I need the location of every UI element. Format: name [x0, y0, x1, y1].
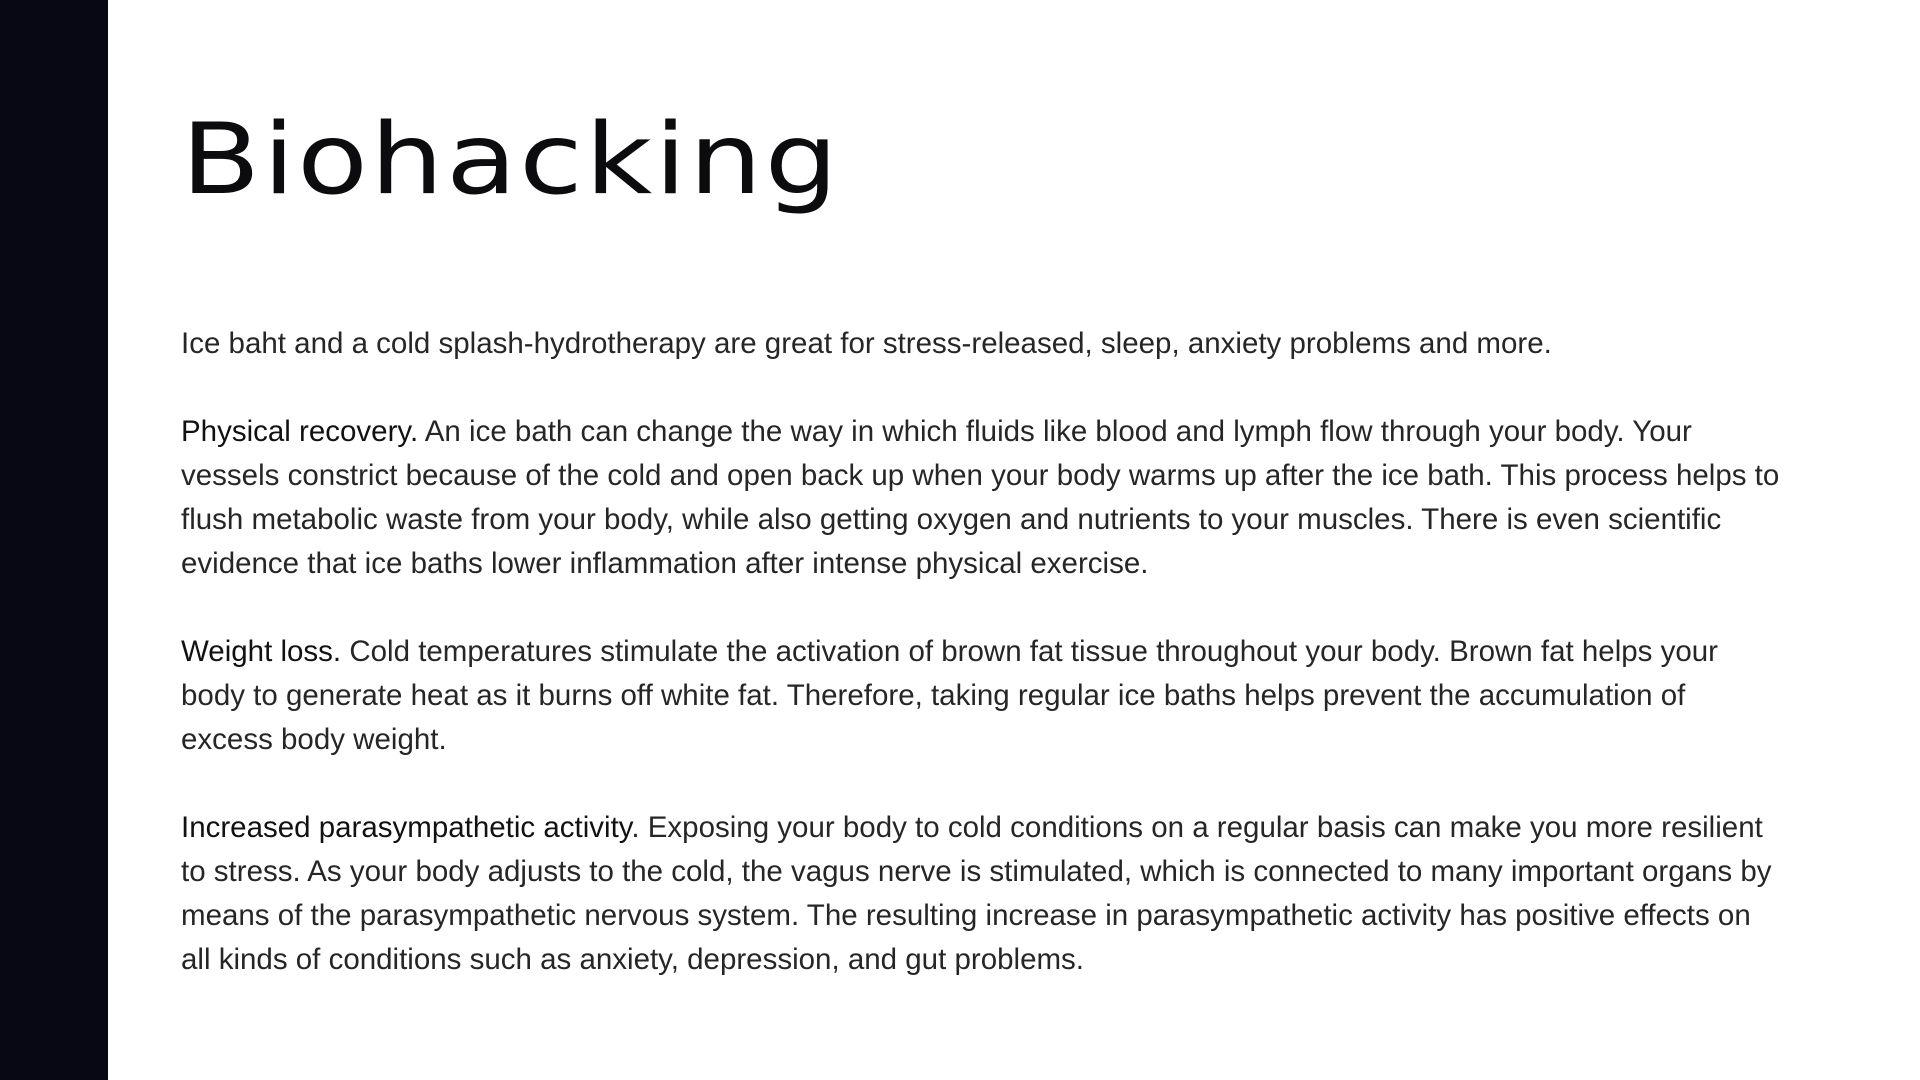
- left-accent-bar: [0, 0, 108, 1080]
- paragraph-physical-recovery: [181, 410, 1781, 586]
- paragraph-heading: Physical recovery.: [181, 415, 419, 448]
- slide-title: Biohacking: [181, 103, 841, 217]
- paragraph-text: An ice bath can change the way in which fluids like blood and lymph flow through your body. Your vessels constrict because of the cold and open back up when your body warms up after the ice bath. This process helps to flush metabolic waste from your body, while also getting oxygen and nutrients to your muscles. There is even scientific evidence that ice baths lower inflammation after intense physical exercise.: [181, 415, 1780, 580]
- paragraph-weight-loss: [181, 630, 1781, 762]
- slide-content: [181, 98, 1781, 1026]
- paragraph-text: . Exposing your body to cold conditions on a regular basis can make you more resilient to stress. As your body adjusts to the cold, the vagus nerve is stimulated, which is connected to many important organs by means of the parasympathetic nervous system. The resulting increase in parasympathetic activity has positive effects on all kinds of conditions such as anxiety, depression, and gut problems.: [181, 811, 1772, 976]
- intro-paragraph: Ice baht and a cold splash-hydrotherapy are great for stress-released, sleep, anxiety problems and more.: [181, 327, 1552, 360]
- paragraph-text: Cold temperatures stimulate the activation of brown fat tissue throughout your body. Brown fat helps your body to generate heat as it burns off white fat. Therefore, taking regular ice baths helps prevent the accumulation of excess body weight.: [181, 635, 1718, 756]
- slide-body: [181, 322, 1781, 982]
- paragraph-heading: Increased parasympathetic activity: [181, 811, 632, 844]
- paragraph-heading: Weight loss.: [181, 635, 342, 668]
- paragraph-parasympathetic-activity: [181, 806, 1781, 982]
